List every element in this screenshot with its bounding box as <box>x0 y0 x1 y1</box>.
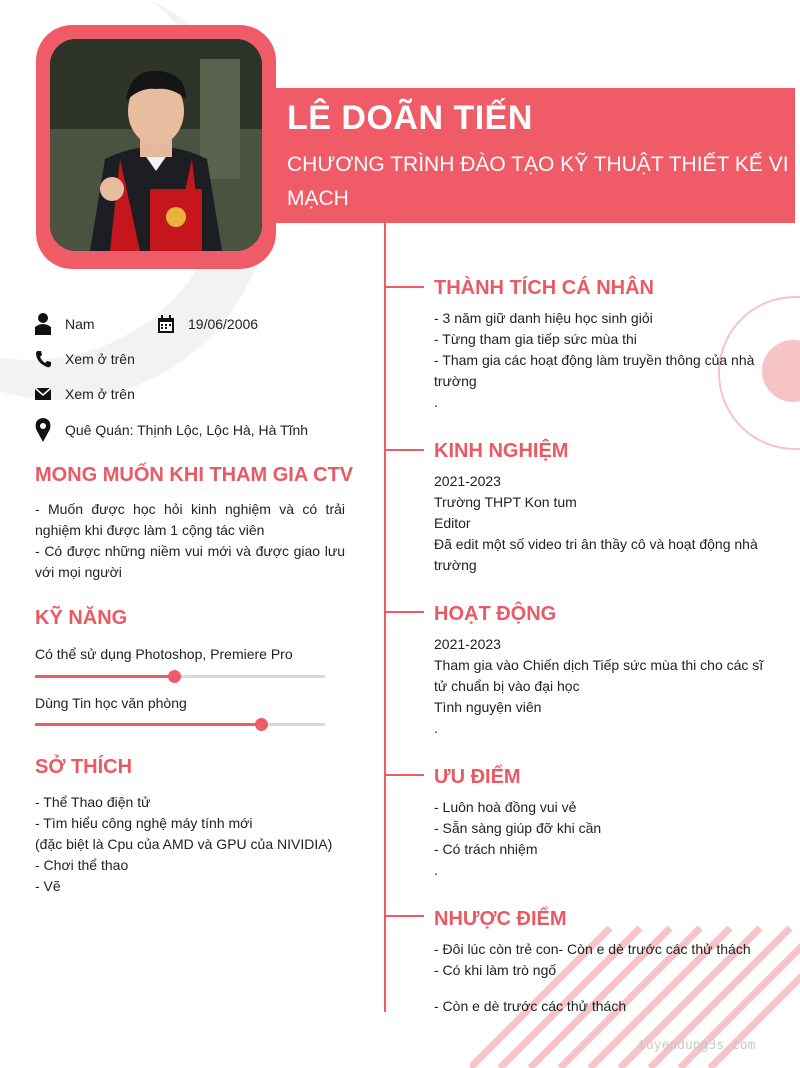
gender-row <box>35 313 95 335</box>
activity-line: 2021-2023 <box>434 636 501 652</box>
weakness-line: - Đôi lúc còn trẻ con- Còn e dè trước các thử thách <box>434 941 751 957</box>
gender-value: Nam <box>65 316 95 332</box>
experience-text <box>434 471 769 576</box>
weakness-line <box>434 981 769 996</box>
timeline-tick <box>386 915 424 917</box>
hobby-line: - Tìm hiểu công nghệ máy tính mới <box>35 815 253 831</box>
skills-heading: KỸ NĂNG <box>35 607 128 629</box>
strength-line: - Sẵn sàng giúp đỡ khi cần <box>434 820 602 836</box>
experience-heading: KINH NGHIỆM <box>434 440 569 462</box>
email-value: Xem ở trên <box>65 386 135 402</box>
candidate-name: LÊ DOÃN TIẾN <box>287 99 533 137</box>
timeline-line <box>384 222 386 1012</box>
activity-line: Tình nguyện viên <box>434 699 542 715</box>
calendar-icon <box>158 315 174 333</box>
achievement-line: - Từng tham gia tiếp sức mùa thi <box>434 331 637 347</box>
activities-text <box>434 634 769 739</box>
weaknesses-heading: NHƯỢC ĐIỂM <box>434 908 567 930</box>
experience-line: Trường THPT Kon tum <box>434 494 577 510</box>
goals-line: - Có được những niềm vui mới và được giao lưu với mọi người <box>35 543 345 580</box>
skill-bar-knob <box>168 670 181 683</box>
skill-bar-fill <box>35 675 174 678</box>
skill-label: Có thể sử dụng Photoshop, Premiere Pro <box>35 646 293 662</box>
hometown-value: Quê Quán: Thịnh Lộc, Lộc Hà, Hà Tĩnh <box>65 422 309 438</box>
weaknesses-text <box>434 939 769 1017</box>
timeline-tick <box>386 449 424 451</box>
skill-bar-fill <box>35 723 261 726</box>
experience-line: Editor <box>434 515 471 531</box>
goals-text <box>35 499 345 583</box>
hobbies-heading: SỞ THÍCH <box>35 756 133 778</box>
timeline-tick <box>386 774 424 776</box>
goals-heading: MONG MUỐN KHI THAM GIA CTV <box>35 464 354 486</box>
hobby-line: (đặc biệt là Cpu của AMD và GPU của NIVIDIA) <box>35 836 333 852</box>
phone-value: Xem ở trên <box>65 351 135 367</box>
timeline-tick <box>386 286 424 288</box>
email-row <box>35 386 135 402</box>
location-icon <box>35 418 51 442</box>
timeline-tick <box>386 611 424 613</box>
birthdate-value: 19/06/2006 <box>188 316 259 332</box>
skill-bar <box>35 723 325 726</box>
strength-line: - Có trách nhiệm <box>434 841 538 857</box>
hometown-row <box>35 418 308 442</box>
strength-line: - Luôn hoà đồng vui vẻ <box>434 799 577 815</box>
goals-line: - Muốn được học hỏi kinh nghiệm và có trải nghiệm khi được làm 1 cộng tác viên <box>35 501 345 538</box>
achievement-line: - 3 năm giữ danh hiệu học sinh giỏi <box>434 310 653 326</box>
email-icon <box>35 387 51 401</box>
experience-line: 2021-2023 <box>434 473 501 489</box>
strengths-text <box>434 797 769 881</box>
profile-photo <box>50 39 262 251</box>
activity-line: . <box>434 720 438 736</box>
hobby-line: - Chơi thể thao <box>35 857 129 873</box>
photo-frame <box>36 25 276 269</box>
hobbies-text <box>35 792 345 897</box>
activity-line: Tham gia vào Chiến dịch Tiếp sức mùa thi cho các sĩ tử chuẩn bị vào đại học <box>434 657 764 694</box>
achievement-line: . <box>434 394 438 410</box>
weakness-line: - Còn e dè trước các thử thách <box>434 998 627 1014</box>
hobby-line: - Vẽ <box>35 878 61 894</box>
skill-bar-knob <box>255 718 268 731</box>
achievements-text <box>434 308 769 413</box>
phone-icon <box>35 350 51 368</box>
achievements-heading: THÀNH TÍCH CÁ NHÂN <box>434 277 654 299</box>
watermark: tuyendung3s.com <box>638 1038 756 1053</box>
skill-label: Dùng Tin học văn phòng <box>35 695 187 711</box>
weakness-line: - Có khi làm trò ngố <box>434 962 557 978</box>
birthdate-row <box>158 315 258 333</box>
hobby-line: - Thể Thao điện tử <box>35 794 151 810</box>
experience-line: Đã edit một số video tri ân thầy cô và hoạt động nhà trường <box>434 536 758 573</box>
activities-heading: HOẠT ĐỘNG <box>434 603 557 625</box>
phone-row <box>35 350 135 368</box>
skill-bar <box>35 675 325 678</box>
strength-line: . <box>434 862 438 878</box>
person-icon <box>35 313 51 335</box>
candidate-role: CHƯƠNG TRÌNH ĐÀO TẠO KỸ THUẬT THIẾT KẾ VI MẠCH <box>287 153 789 210</box>
achievement-line: - Tham gia các hoạt động làm truyền thông của nhà trường <box>434 352 755 389</box>
strengths-heading: ƯU ĐIỂM <box>434 766 521 788</box>
